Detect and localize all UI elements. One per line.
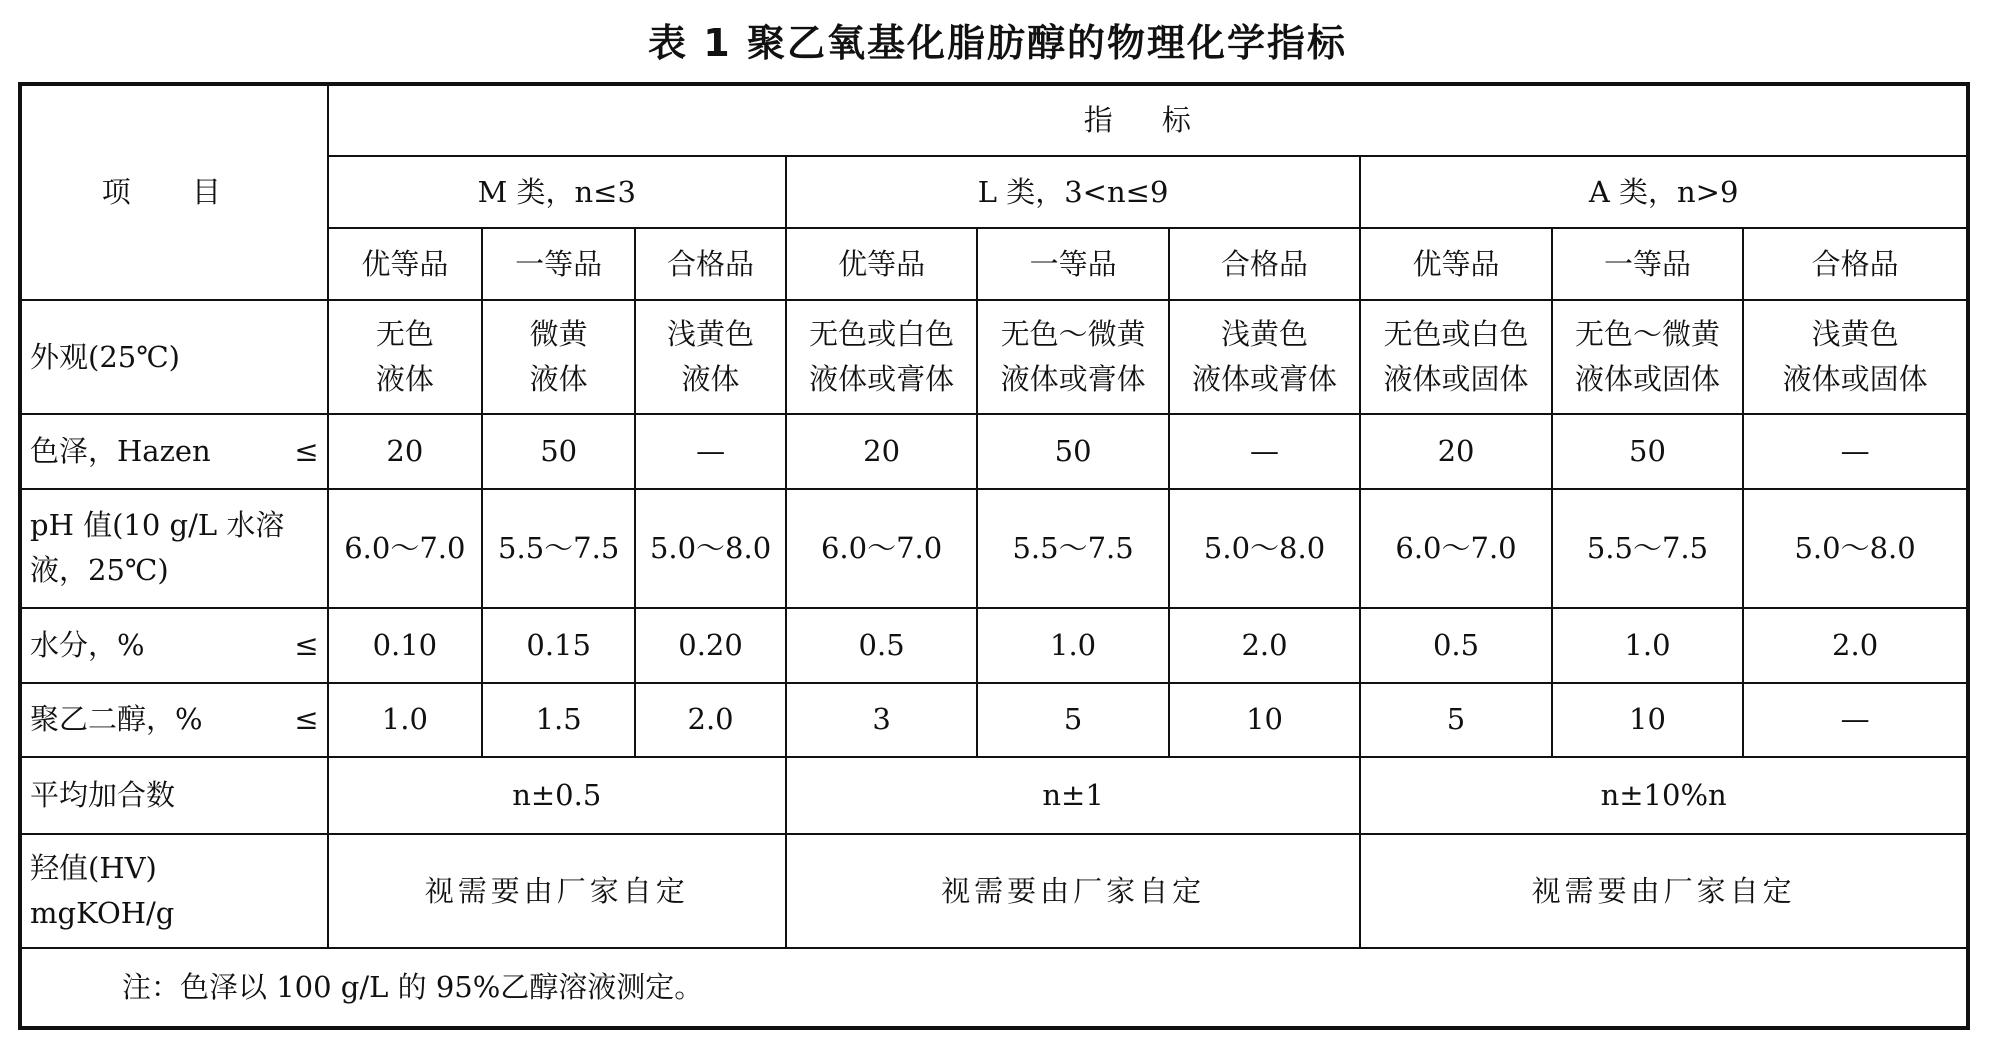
table-cell: 浅黄色 液体或固体: [1743, 300, 1968, 414]
grade-header: 优等品: [786, 228, 977, 300]
grade-header: 一等品: [482, 228, 635, 300]
header-row-1: [20, 84, 1968, 156]
table-cell: 视需要由厂家自定: [328, 834, 786, 948]
row-label-text: 聚乙二醇，%: [30, 702, 203, 737]
table-cell: 0.20: [635, 608, 786, 683]
table-row-note: [20, 948, 1968, 1028]
le-sign: ≤: [294, 702, 319, 737]
le-sign: ≤: [294, 434, 319, 469]
table-cell: 视需要由厂家自定: [786, 834, 1360, 948]
table-row-water: [20, 608, 1968, 683]
table-cell: 1.0: [977, 608, 1168, 683]
table-row-peg: [20, 683, 1968, 758]
table-cell: 1.0: [1552, 608, 1743, 683]
table-cell: 5.5～7.5: [482, 489, 635, 608]
table-cell: 3: [786, 683, 977, 758]
table-row-avg: [20, 757, 1968, 834]
group-a-header: A 类，n>9: [1360, 156, 1968, 228]
table-cell: 5: [1360, 683, 1551, 758]
row-label-line2: mgKOH/g: [30, 896, 175, 931]
table-cell: 浅黄色 液体: [635, 300, 786, 414]
table-cell: 6.0～7.0: [786, 489, 977, 608]
table-cell: 20: [786, 414, 977, 489]
grade-header: 一等品: [1552, 228, 1743, 300]
grade-header: 合格品: [1169, 228, 1360, 300]
row-label-color: [20, 414, 328, 489]
spec-header-label: 指 标: [1083, 103, 1211, 138]
table-cell: 0.5: [1360, 608, 1551, 683]
group-l-header: L 类，3<n≤9: [786, 156, 1360, 228]
table-cell: 5.5～7.5: [1552, 489, 1743, 608]
spec-table: [18, 82, 1970, 1030]
table-cell: —: [1743, 683, 1968, 758]
row-label-avg: 平均加合数: [20, 757, 328, 834]
table-cell: —: [1743, 414, 1968, 489]
group-m-header: M 类，n≤3: [328, 156, 786, 228]
table-cell: 无色 液体: [328, 300, 482, 414]
table-cell: 浅黄色 液体或膏体: [1169, 300, 1360, 414]
item-header: [20, 84, 328, 300]
table-cell: 10: [1552, 683, 1743, 758]
table-title: 表 1 聚乙氧基化脂肪醇的物理化学指标: [648, 21, 1347, 65]
table-row-ph: [20, 489, 1968, 608]
table-cell: 10: [1169, 683, 1360, 758]
table-cell: 5: [977, 683, 1168, 758]
table-cell: 50: [1552, 414, 1743, 489]
table-cell: 5.0～8.0: [635, 489, 786, 608]
table-cell: 1.5: [482, 683, 635, 758]
table-cell: 5.5～7.5: [977, 489, 1168, 608]
table-row-color: [20, 414, 1968, 489]
table-cell: 0.5: [786, 608, 977, 683]
table-row-appearance: [20, 300, 1968, 414]
table-cell: 无色～微黄 液体或膏体: [977, 300, 1168, 414]
table-cell: 无色或白色 液体或膏体: [786, 300, 977, 414]
table-cell: 5.0～8.0: [1743, 489, 1968, 608]
table-cell: —: [635, 414, 786, 489]
table-cell: 微黄 液体: [482, 300, 635, 414]
table-cell: 1.0: [328, 683, 482, 758]
row-label-appearance: 外观(25℃): [20, 300, 328, 414]
row-label-water: [20, 608, 328, 683]
table-cell: n±10%n: [1360, 757, 1968, 834]
table-cell: 50: [977, 414, 1168, 489]
spec-header: [328, 84, 1968, 156]
grade-header: 优等品: [1360, 228, 1551, 300]
row-label-ph: pH 值(10 g/L 水溶液，25℃): [20, 489, 328, 608]
table-cell: n±0.5: [328, 757, 786, 834]
grade-header: 合格品: [635, 228, 786, 300]
table-cell: 视需要由厂家自定: [1360, 834, 1968, 948]
grade-header: 合格品: [1743, 228, 1968, 300]
table-row-hydroxyl: [20, 834, 1968, 948]
table-cell: 20: [328, 414, 482, 489]
table-cell: 2.0: [1743, 608, 1968, 683]
table-cell: 2.0: [635, 683, 786, 758]
grade-header: 优等品: [328, 228, 482, 300]
table-cell: 0.10: [328, 608, 482, 683]
table-cell: 6.0～7.0: [1360, 489, 1551, 608]
table-cell: 5.0～8.0: [1169, 489, 1360, 608]
le-sign: ≤: [294, 627, 319, 662]
table-cell: 20: [1360, 414, 1551, 489]
table-cell: 无色或白色 液体或固体: [1360, 300, 1551, 414]
grade-header: 一等品: [977, 228, 1168, 300]
table-cell: 2.0: [1169, 608, 1360, 683]
row-label-line1: 羟值(HV): [30, 851, 157, 886]
table-cell: 0.15: [482, 608, 635, 683]
row-label-peg: [20, 683, 328, 758]
table-cell: 50: [482, 414, 635, 489]
table-cell: —: [1169, 414, 1360, 489]
table-note: 注：色泽以 100 g/L 的 95%乙醇溶液测定。: [20, 948, 1968, 1028]
row-label-text: 水分，%: [30, 627, 145, 662]
row-label-hydroxyl: [20, 834, 328, 948]
table-cell: 6.0～7.0: [328, 489, 482, 608]
row-label-text: 色泽，Hazen: [30, 434, 211, 469]
table-cell: n±1: [786, 757, 1360, 834]
item-header-label: 项 目: [101, 175, 247, 210]
table-cell: 无色～微黄 液体或固体: [1552, 300, 1743, 414]
